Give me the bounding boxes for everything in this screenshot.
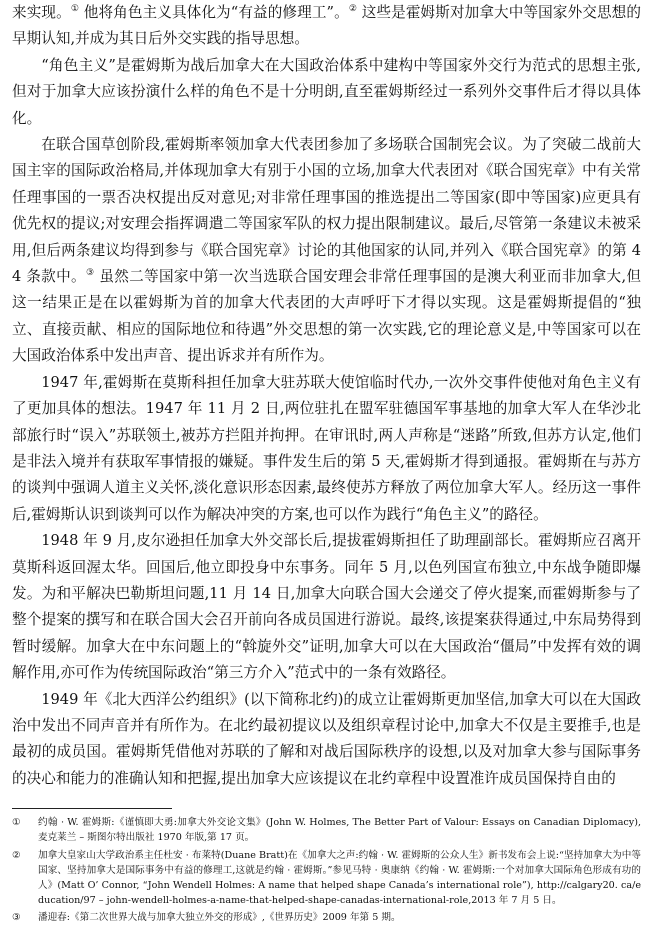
footnote-text: 加拿大皇家山大学政治系主任杜安 · 布莱特(Duane Bratt)在《加拿大之声:约翰 · W. 霍姆斯的公众人生》新书发布会上说:“坚持加拿大为中等国家、坚持加拿大是国际事务中有益的修理工,这就是约翰 · 霍姆斯。”参见马特 · 奥康纳《约翰 · W. 霍姆斯:一个对加拿大国际角色形成有功的人》(Matt O’ Connor, “John Wendell Holmes: A name that helped shape Canada’s international role”), http://calgary20. ca/education/97 – john-wendell-holmes-a-name-that-helped-shape-canadas-international-role,2013 年 7 月 5 日。 bbox=[38, 849, 641, 907]
footnote-ref: ② bbox=[348, 4, 357, 14]
paragraph-text: 1949 年《北大西洋公约组织》(以下简称北约)的成立让霍姆斯更加坚信,加拿大可以在大国政治中发出不同声音并有所作为。在北约最初提议以及组织章程讨论中,加拿大不仅是主要推手,也是最初的成员国。霍姆斯凭借他对苏联的了解和对战后国际秩序的设想,以及对加拿大参与国际事务的决心和能力的准确认知和把握,提出加拿大应该提议在北约章程中设置准许成员国保持自由的 bbox=[12, 690, 641, 787]
body-text bbox=[12, 0, 641, 792]
footnote bbox=[12, 910, 641, 925]
footnotes bbox=[12, 815, 641, 925]
footnote bbox=[12, 815, 641, 845]
body-paragraph bbox=[12, 370, 641, 528]
page bbox=[12, 0, 641, 928]
paragraph-text: 在联合国草创阶段,霍姆斯率领加拿大代表团参加了多场联合国制宪会议。为了突破二战前大国主宰的国际政治格局,并体现加拿大有别于小国的立场,加拿大代表团对《联合国宪章》中有关常任理事国的一票否决权提出反对意见;对非常任理事国的推选提出二等国家(即中等国家)应更具有优先权的提议;对安理会指挥调遣二等国家军队的权力提出限制建议。最后,尽管第一条建议未被采用,但后两条建议均得到参与《联合国宪章》讨论的其他国家的认同,并列入《联合国宪章》的第 44 条款中。 bbox=[12, 136, 641, 286]
paragraph-text: 他将角色主义具体化为“有益的修理工”。 bbox=[79, 4, 349, 21]
paragraph-text: 来实现。 bbox=[12, 4, 71, 21]
footnote-ref: ① bbox=[70, 4, 79, 14]
body-paragraph bbox=[12, 53, 641, 132]
footnote-divider bbox=[12, 808, 172, 809]
paragraph-text: “角色主义”是霍姆斯为战后加拿大在大国政治体系中建构中等国家外交行为范式的思想主张,但对于加拿大应该扮演什么样的角色不是十分明朗,直至霍姆斯经过一系列外交事件后才得以具体化。 bbox=[12, 56, 641, 127]
footnote-mark: ③ bbox=[12, 912, 21, 924]
paragraph-text: 1947 年,霍姆斯在莫斯科担任加拿大驻苏联大使馆临时代办,一次外交事件使他对角色主义有了更加具体的想法。1947 年 11 月 2 日,两位驻扎在盟军驻德国军事基地的加拿大军人在华沙北部旅行时“误入”苏联领土,被苏方拦阻并拘押。在审讯时,两人声称是“迷路”所致,但苏方认定,他们是非法入境并有获取军事情报的嫌疑。事件发生后的第 5 天,霍姆斯才得到通报。霍姆斯在与苏方的谈判中强调人道主义关怀,淡化意识形态因素,最终使苏方释放了两位加拿大军人。经历这一事件后,霍姆斯认识到谈判可以作为解决冲突的方案,也可以作为践行“角色主义”的路径。 bbox=[12, 373, 641, 523]
paragraph-text: 虽然二等国家中第一次当选联合国安理会非常任理事国的是澳大利亚而非加拿大,但这一结果正是在以霍姆斯为首的加拿大代表团的大声呼吁下才得以实现。这是霍姆斯提倡的“独立、直接贡献、相应的国际地位和待遇”外交思想的第一次实践,它的理论意义是,中等国家可以在大国政治体系中发出声音、提出诉求并有所作为。 bbox=[12, 268, 642, 365]
footnote-ref: ③ bbox=[85, 268, 95, 279]
footnote-text: 约翰 · W. 霍姆斯:《谨慎即大勇:加拿大外交论文集》(John W. Holmes, The Better Part of Valour: Essays on Canadian Diplomacy),麦克莱兰 – 斯图尔特出版社 1970 年版,第 17 页。 bbox=[38, 817, 641, 844]
footnote-mark: ② bbox=[12, 849, 21, 861]
body-paragraph bbox=[12, 132, 641, 370]
footnote-text: 潘迎春:《第二次世界大战与加拿大独立外交的形成》,《世界历史》2009 年第 5 期。 bbox=[38, 912, 401, 924]
body-paragraph bbox=[12, 528, 641, 686]
body-paragraph bbox=[12, 0, 641, 53]
footnote bbox=[12, 848, 641, 909]
paragraph-text: 这些是霍姆斯对加拿大中等国家外交思想的早期认知,并成为其日后外交实践的指导思想。 bbox=[12, 4, 641, 48]
body-paragraph bbox=[12, 687, 641, 793]
paragraph-text: 1948 年 9 月,皮尔逊担任加拿大外交部长后,提拔霍姆斯担任了助理副部长。霍姆斯应召离开莫斯科返回渥太华。回国后,他立即投身中东事务。同年 5 月,以色列国宣布独立,中东战争随即爆发。为和平解决巴勒斯坦问题,11 月 14 日,加拿大向联合国大会递交了停火提案,而霍姆斯参与了整个提案的撰写和在联合国大会召开前向各成员国进行游说。最终,该提案获得通过,中东局势得到暂时缓解。加拿大在中东问题上的“斡旋外交”证明,加拿大可以在大国政治“僵局”中发挥有效的调解作用,亦可作为传统国际政治“第三方介入”范式中的一条有效路径。 bbox=[12, 532, 641, 682]
footnote-mark: ① bbox=[12, 817, 21, 829]
